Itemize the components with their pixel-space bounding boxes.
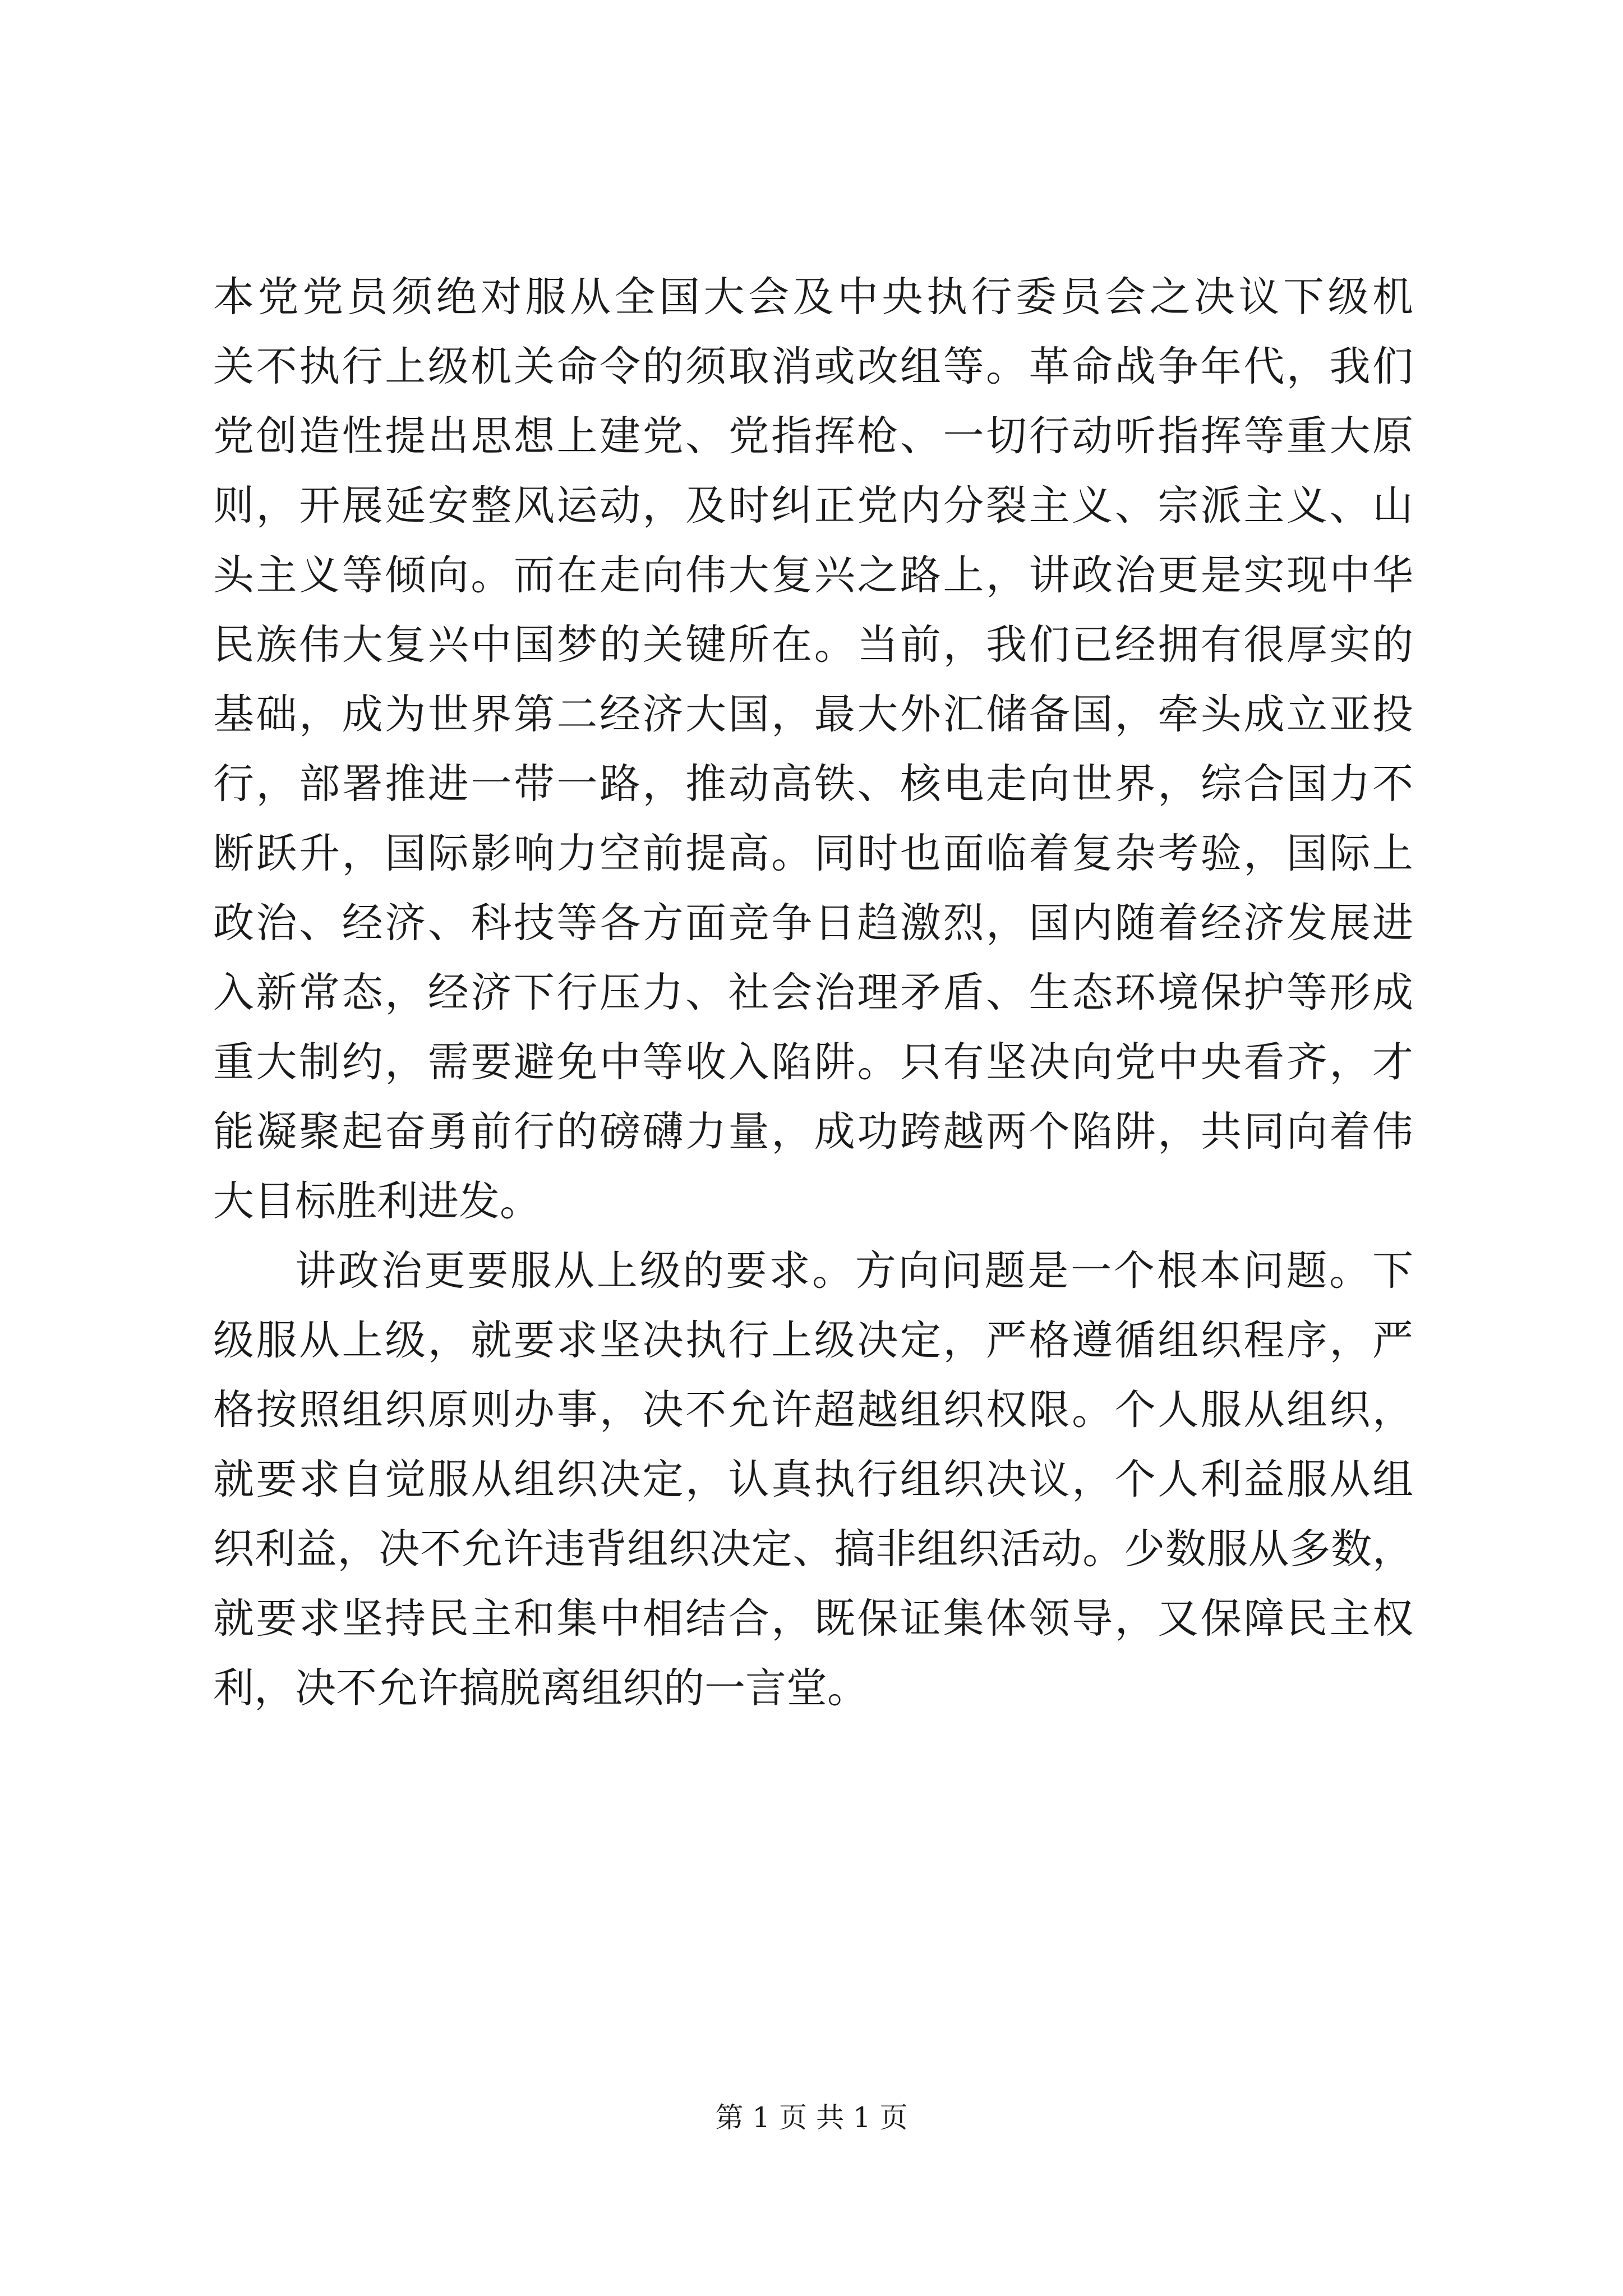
document-body [213, 263, 1413, 1723]
text-line: 民族伟大复兴中国梦的关键所在。当前，我们已经拥有很厚实的 [213, 621, 1413, 669]
text-line: 织利益，决不允许违背组织决定、搞非组织活动。少数服从多数， [213, 1525, 1413, 1573]
text-line: 断跃升，国际影响力空前提高。同时也面临着复杂考验，国际上 [213, 830, 1413, 877]
text-line: 基础，成为世界第二经济大国，最大外汇储备国，牵头成立亚投 [213, 691, 1413, 738]
text-line: 格按照组织原则办事，决不允许超越组织权限。个人服从组织， [213, 1386, 1413, 1434]
text-line: 头主义等倾向。而在走向伟大复兴之路上，讲政治更是实现中华 [213, 551, 1413, 599]
text-line: 大目标胜利进发。 [213, 1177, 541, 1225]
text-line: 则，开展延安整风运动，及时纠正党内分裂主义、宗派主义、山 [213, 482, 1413, 530]
text-line: 就要求自觉服从组织决定，认真执行组织决议，个人利益服从组 [213, 1456, 1413, 1503]
text-line: 入新常态，经济下行压力、社会治理矛盾、生态环境保护等形成 [213, 969, 1413, 1016]
text-line: 关不执行上级机关命令的须取消或改组等。革命战争年代，我们 [213, 343, 1413, 390]
text-line: 政治、经济、科技等各方面竞争日趋激烈，国内随着经济发展进 [213, 899, 1413, 947]
text-line: 级服从上级，就要求坚决执行上级决定，严格遵循组织程序，严 [213, 1317, 1413, 1364]
page-footer [0, 2101, 1623, 2134]
paragraph-2 [213, 1236, 1413, 1723]
text-line: 能凝聚起奋勇前行的磅礴力量，成功跨越两个陷阱，共同向着伟 [213, 1108, 1413, 1156]
text-line: 利，决不允许搞脱离组织的一言堂。 [213, 1664, 868, 1712]
text-line: 重大制约，需要避免中等收入陷阱。只有坚决向党中央看齐，才 [213, 1038, 1413, 1086]
text-line: 本党党员须绝对服从全国大会及中央执行委员会之决议下级机 [213, 273, 1413, 321]
text-line: 行，部署推进一带一路，推动高铁、核电走向世界，综合国力不 [213, 760, 1413, 808]
text-line: 讲政治更要服从上级的要求。方向问题是一个根本问题。下 [295, 1247, 1413, 1295]
text-line: 就要求坚持民主和集中相结合，既保证集体领导，又保障民主权 [213, 1595, 1413, 1642]
text-line: 党创造性提出思想上建党、党指挥枪、一切行动听指挥等重大原 [213, 412, 1413, 460]
page-number-label: 第 1 页 共 1 页 [715, 2101, 908, 2134]
paragraph-1 [213, 263, 1413, 1236]
